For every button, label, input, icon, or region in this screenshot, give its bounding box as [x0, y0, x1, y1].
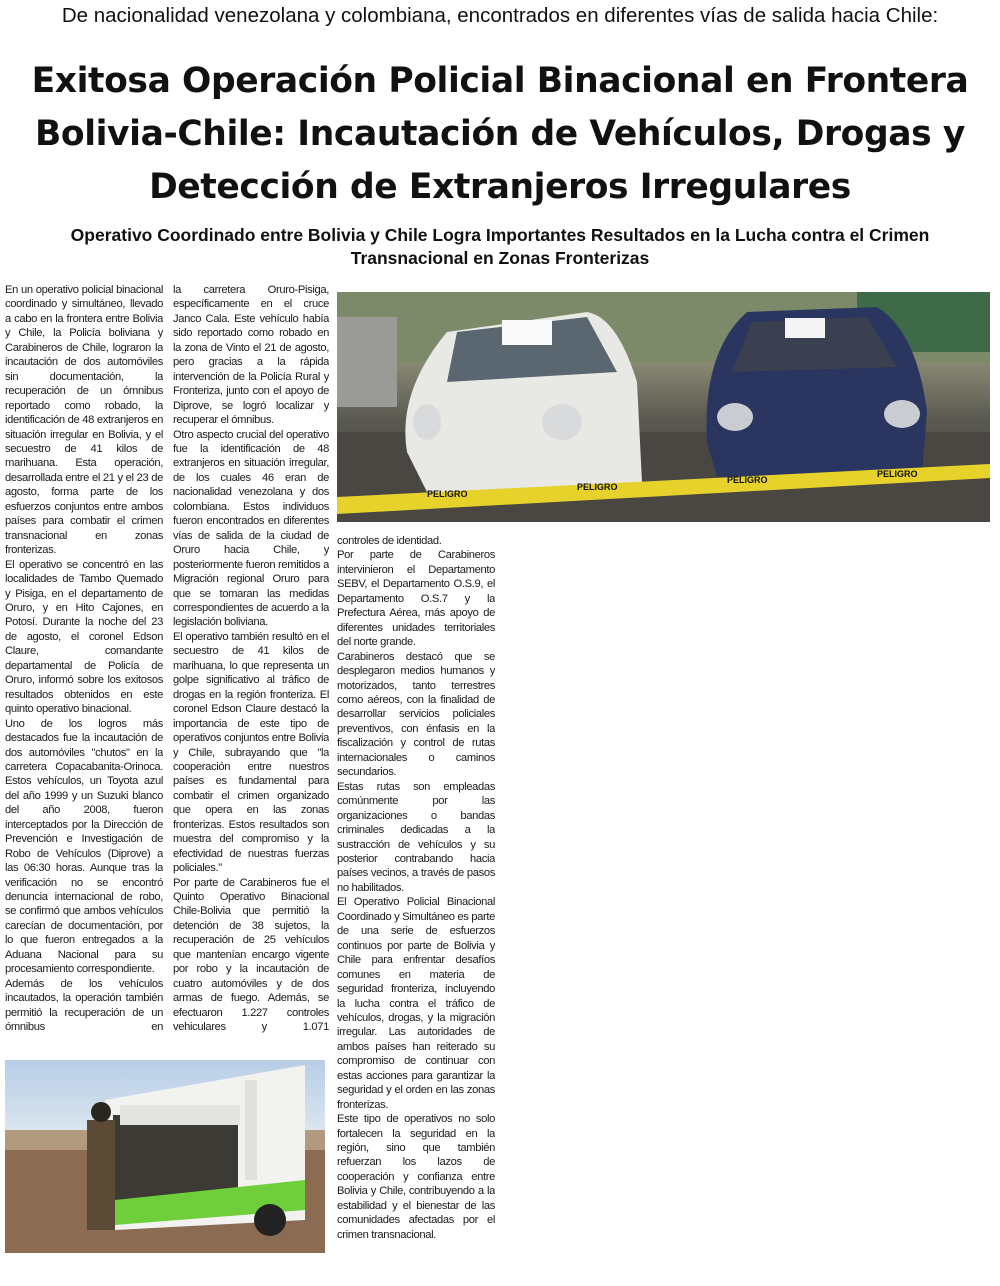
- paragraph: controles de identidad.: [337, 535, 442, 547]
- paragraph: Este tipo de operativos no solo fortalecen la seguridad en la región, sino que también refuerzan los lazos de cooperación y confianza entre Bolivia y Chile, contribuyendo a la estabilidad y el bienestar de las comunidades afectadas por el crimen transnacional.: [337, 1113, 495, 1241]
- paragraph: Estas rutas son empleadas comúnmente por las organizaciones o bandas criminales dedicadas a la sustracción de vehículos y su posterior contrabando hacia países vecinos, a través de pasos no habilitados.: [337, 780, 495, 894]
- headline: [0, 55, 1000, 214]
- paragraph: Uno de los logros más destacados fue la incautación de dos automóviles "chutos" en la carretera Copacabanita-Orinoca. Estos vehículos, un Toyota azul del año 1999 y un Suzuki blanco del año 2008, fueron interceptados por la Dirección de Prevención e Investigación de Robo de Vehículos (Diprove) a las 06:30 horas. Aunque tras la verificación no se encontró denuncia internacional de robo, se confirmó que ambos vehículos carecían de documentación, por lo que fueron entregados a la Aduana Nacional para su procesamiento correspondiente.: [5, 717, 163, 976]
- article-column-1: [5, 283, 163, 1048]
- tape-text: PELIGRO: [577, 482, 618, 492]
- deck-line: Operativo Coordinado entre Bolivia y Chile Logra Importantes Resultados en la Lucha contra el Crimen: [70, 225, 930, 245]
- paragraph: la carretera Oruro-Pisiga, específicamente en el cruce Janco Cala. Este vehículo había sido reportado como robado en la zona de Vinto el 21 de agosto, pero gracias a la rápida intervención de la Policía Rural y Fronteriza, junto con el apoyo de Diprove, se logró localizar y recuperar el ómnibus.: [173, 284, 329, 427]
- paragraph: Además de los vehículos incautados, la operación también permitió la recuperación de un ómnibus en: [5, 977, 163, 1034]
- photo-seized-cars: [337, 292, 990, 522]
- kicker: De nacionalidad venezolana y colombiana, encontrados en diferentes vías de salida hacia Chile:: [61, 4, 939, 27]
- article-column-2: [173, 283, 329, 1048]
- paragraph: Por parte de Carabineros intervinieron el Departamento SEBV, el Departamento O.S.9, el Departamento O.S.7 y la Prefectura Aérea, más apoyo de diferentes unidades territoriales del norte grande.: [337, 549, 495, 649]
- article-column-3: [337, 534, 495, 1249]
- paragraph: Por parte de Carabineros fue el Quinto Operativo Binacional Chile-Bolivia que permitió la detención de 38 sujetos, la recuperación de 25 vehículos que mantenían encargo vigente por robo y la incautación de cuatro automóviles y de dos armas de fuego. Además, se efectuaron 1.227 controles vehiculares y 1.071: [173, 876, 329, 1034]
- tape-text: PELIGRO: [727, 475, 768, 485]
- seized-cars-illustration: [337, 292, 990, 522]
- headline-line: Exitosa Operación Policial Binacional en Frontera: [31, 61, 969, 101]
- paragraph: Carabineros destacó que se desplegaron medios humanos y motorizados, tanto terrestres como aéreos, con la finalidad de desarrollar servicios policiales preventivos, con énfasis en la fiscalización y control de rutas internacionales o caminos secundarios.: [337, 650, 495, 779]
- paragraph: El operativo también resultó en el secuestro de 41 kilos de marihuana, lo que representa un golpe significativo al tráfico de drogas en la región fronteriza. El coronel Edson Claure destacó la importancia de este tipo de operativos conjuntos entre Bolivia y Chile, subrayando que "la cooperación entre nuestros países es fundamental para combatir el crimen organizado que opera en las zonas fronterizas. Estos resultados son muestra del compromiso y la efectividad de nuestras fuerzas policiales.": [173, 630, 329, 875]
- paragraph: El operativo se concentró en las localidades de Tambo Quemado y Pisiga, en el departamento de Oruro, y en Hito Cajones, en Potosí. Durante la noche del 23 de agosto, el coronel Edson Claure, comandante departamental de Policía de Oruro, informó sobre los exitosos resultados obtenidos en este quinto operativo binacional.: [5, 558, 163, 716]
- recovered-bus-illustration: [5, 1060, 325, 1253]
- deck-subtitle: [0, 224, 1000, 270]
- photo-recovered-bus: [5, 1060, 325, 1253]
- tape-text: PELIGRO: [877, 469, 918, 479]
- paragraph: En un operativo policial binacional coordinado y simultáneo, llevado a cabo en la frontera entre Bolivia y Chile, la Policía boliviana y Carabineros de Chile, lograron la incautación de dos automóviles sin documentación, la recuperación de un ómnibus reportado como robado, la identificación de 48 extranjeros en situación irregular en Bolivia, y el secuestro de 41 kilos de marihuana. Esta operación, desarrollada entre el 21 y el 23 de agosto, forma parte de los esfuerzos conjuntos entre ambos países para combatir el crimen transnacional en zonas fronterizas.: [5, 284, 163, 557]
- tape-text: PELIGRO: [427, 489, 468, 499]
- deck-line: Transnacional en Zonas Fronterizas: [350, 248, 650, 268]
- paragraph: El Operativo Policial Binacional Coordinado y Simultáneo es parte de una serie de esfuerzos continuos por parte de Bolivia y Chile para enfrentar desafíos comunes en materia de seguridad fronteriza, incluyendo la lucha contra el tráfico de vehículos, drogas, y la migración irregular. Las autoridades de ambos países han reiterado su compromiso de continuar con estas acciones para garantizar la seguridad y el orden en las zonas fronterizas.: [337, 896, 495, 1111]
- headline-line: Bolivia-Chile: Incautación de Vehículos, Drogas y: [35, 114, 965, 154]
- paragraph: Otro aspecto crucial del operativo fue la identificación de 48 extranjeros en situación irregular, de los cuales 46 eran de nacionalidad venezolana y dos colombiana. Estos individuos fueron encontrados en diferentes vías de salida de la ciudad de Oruro hacia Chile, y posteriormente fueron remitidos a Migración regional Oruro para que se tomaran las medidas correspondientes de acuerdo a la legislación boliviana.: [173, 428, 329, 629]
- headline-line: Detección de Extranjeros Irregulares: [149, 167, 851, 207]
